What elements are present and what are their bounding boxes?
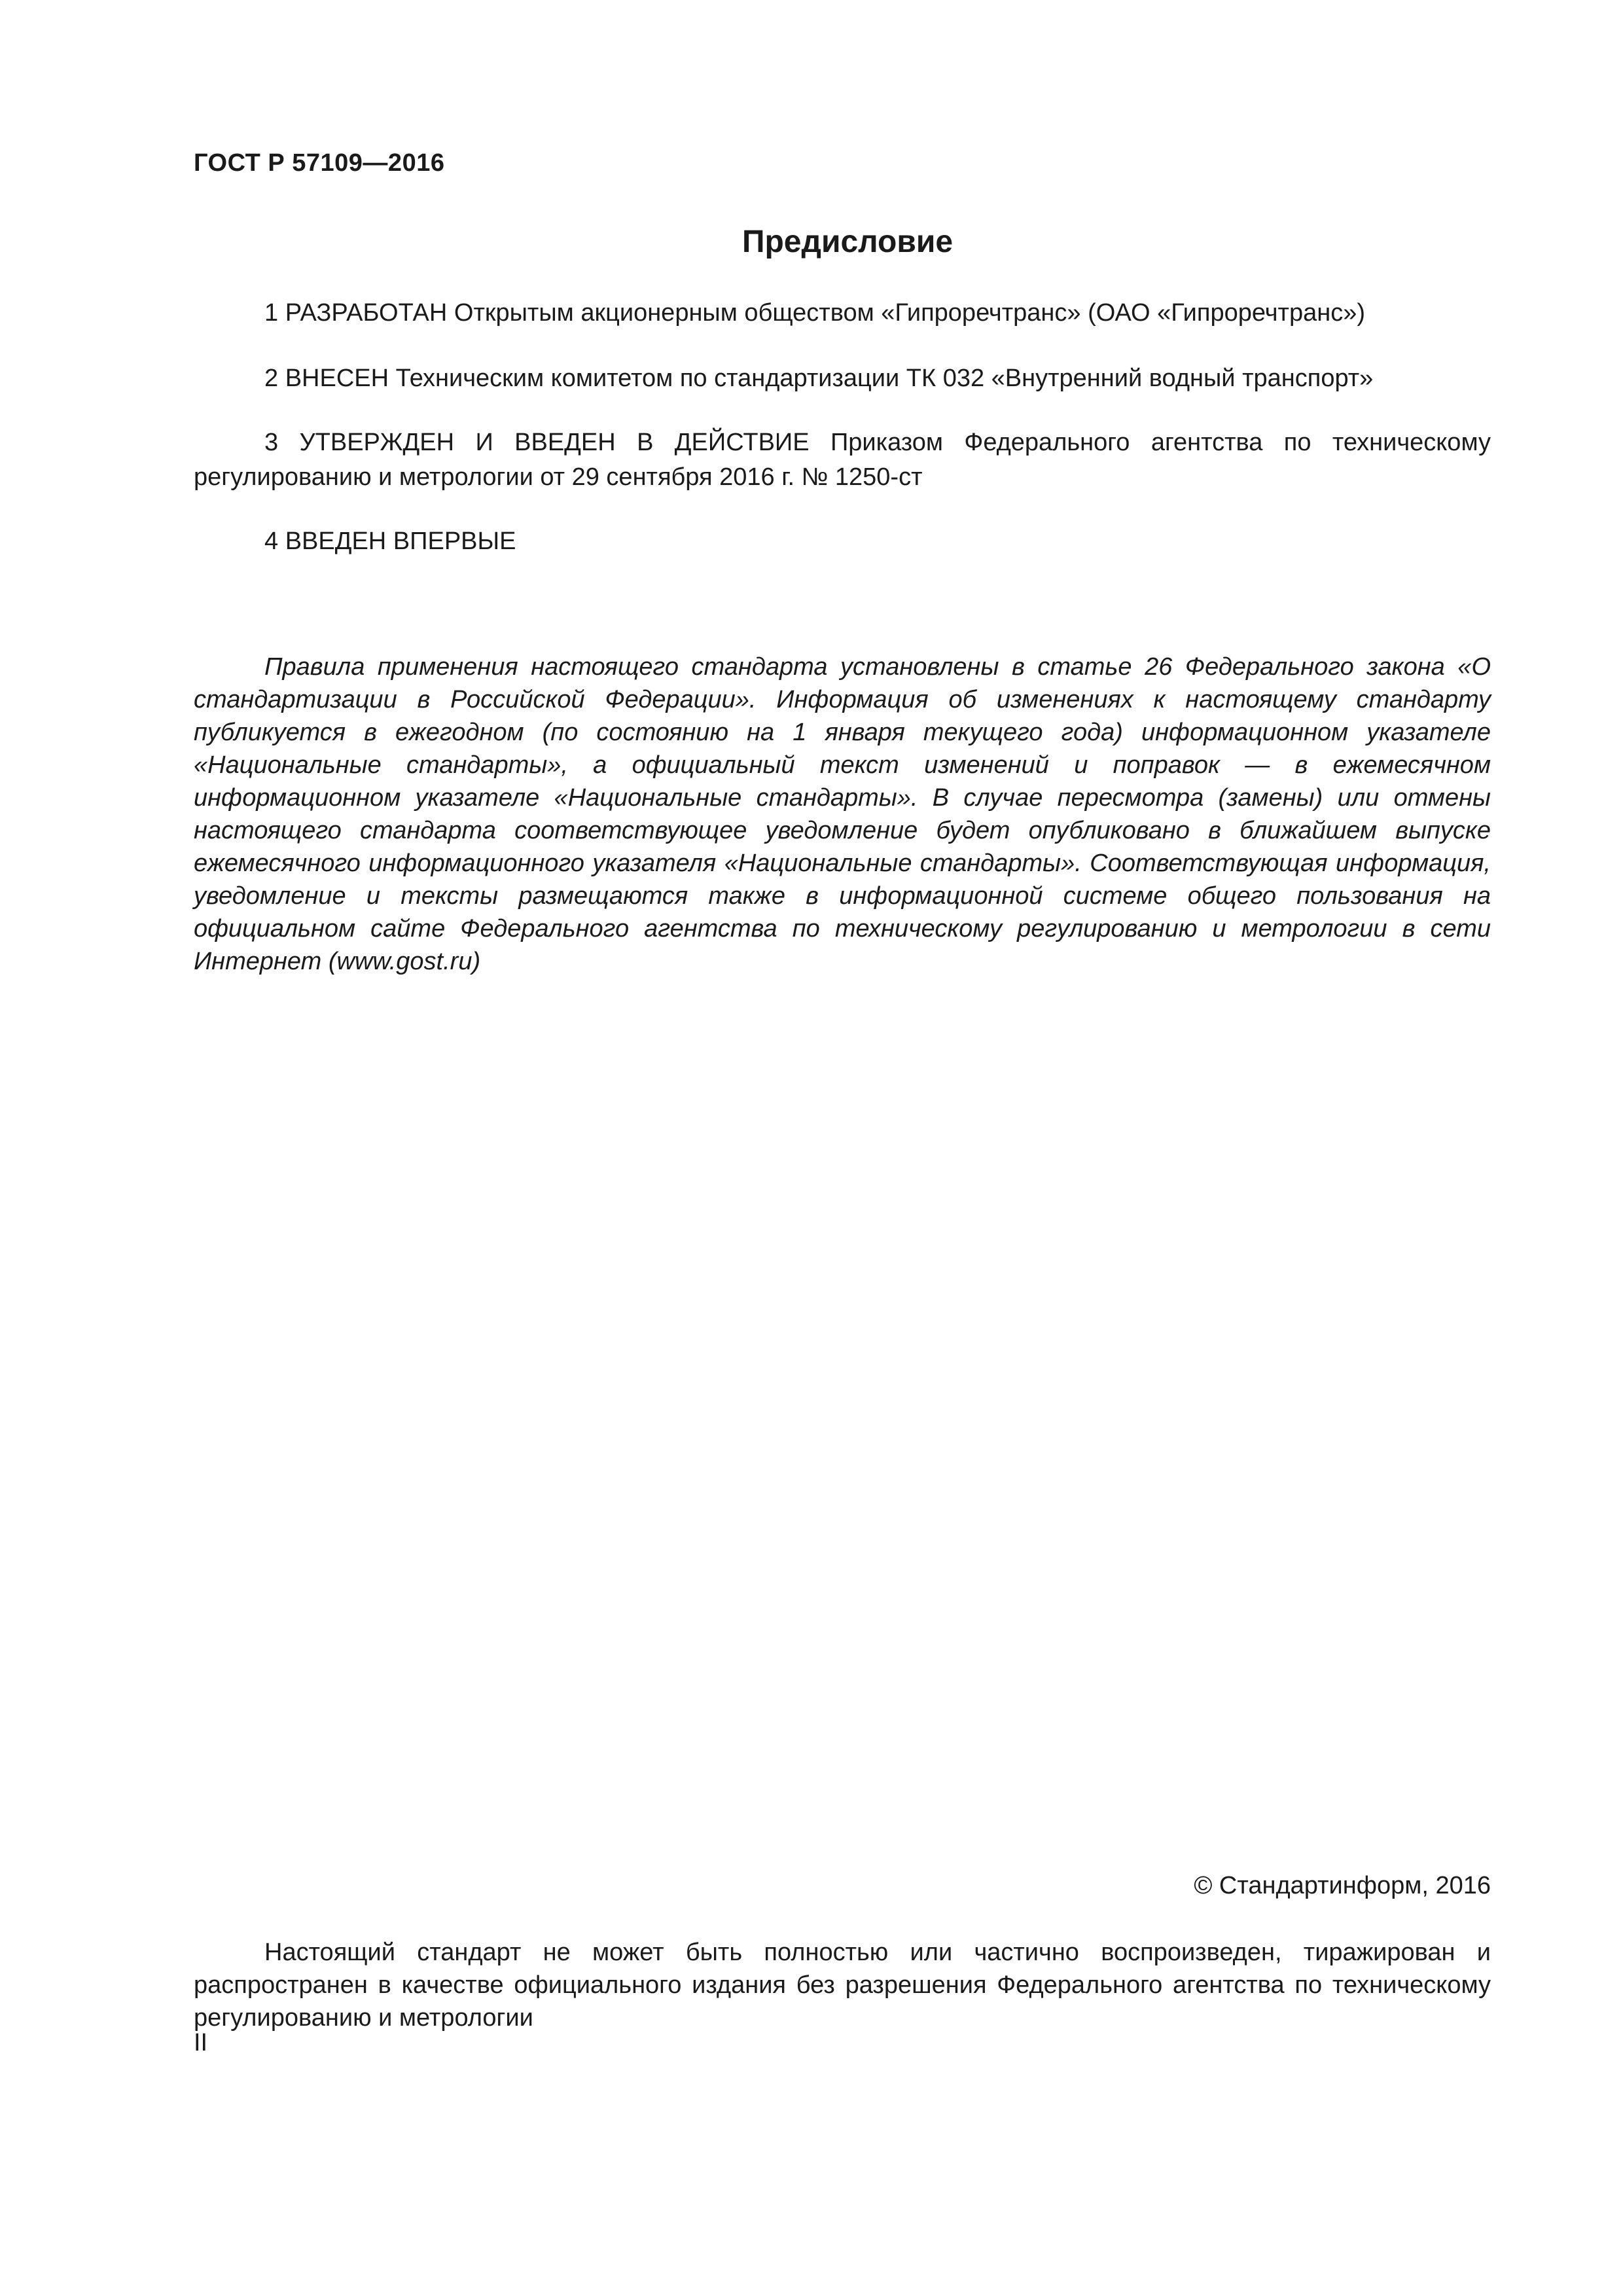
application-rules-note: Правила применения настоящего стандарта установлены в статье 26 Федерального закона «О стандартизации в Российской Федерации». Информация об изменениях к настоящему стандарту публикуется в ежегодном (по состоянию на 1 января текущего года) информационном указателе «Национальные стандарты», а официальный текст изменений и поправок — в ежемесячном информационном указателе «Национальные стандарты». В случае пересмотра (замены) или отмены настоящего стандарта соответствующее уведомление будет опубликовано в ближайшем выпуске ежемесячного информационного указателя «Национальные стандарты». Соответствующая информация, уведомление и тексты размещаются также в информационной системе общего пользования на официальном сайте Федерального агентства по техническому регулированию и метрологии в сети Интернет (www.gost.ru) [194,653,1491,975]
copyright-line: © Стандартинформ, 2016 [1194,1872,1491,1899]
page-title: Предисловие [741,224,954,259]
foreword-item-2: 2 ВНЕСЕН Техническим комитетом по стандартизации ТК 032 «Внутренний водный транспорт» [264,365,1374,392]
foreword-item-1: 1 РАЗРАБОТАН Открытым акционерным обществом «Гипроречтранс» (ОАО «Гипроречтранс») [264,299,1365,327]
foreword-item-3: 3 УТВЕРЖДЕН И ВВЕДЕН В ДЕЙСТВИЕ Приказом Федерального агентства по техническому регулированию и метрологии от 29 сентября 2016 г. № 1250-ст [194,429,1491,491]
page-number: II [194,2029,208,2056]
foreword-item-4: 4 ВВЕДЕН ВПЕРВЫЕ [264,528,516,555]
document-code: ГОСТ Р 57109—2016 [194,149,445,177]
reproduction-notice: Настоящий стандарт не может быть полностью или частично воспроизведен, тиражирован и распространен в качестве официального издания без разрешения Федерального агентства по техническому регулированию и метрологии [194,1939,1491,2032]
